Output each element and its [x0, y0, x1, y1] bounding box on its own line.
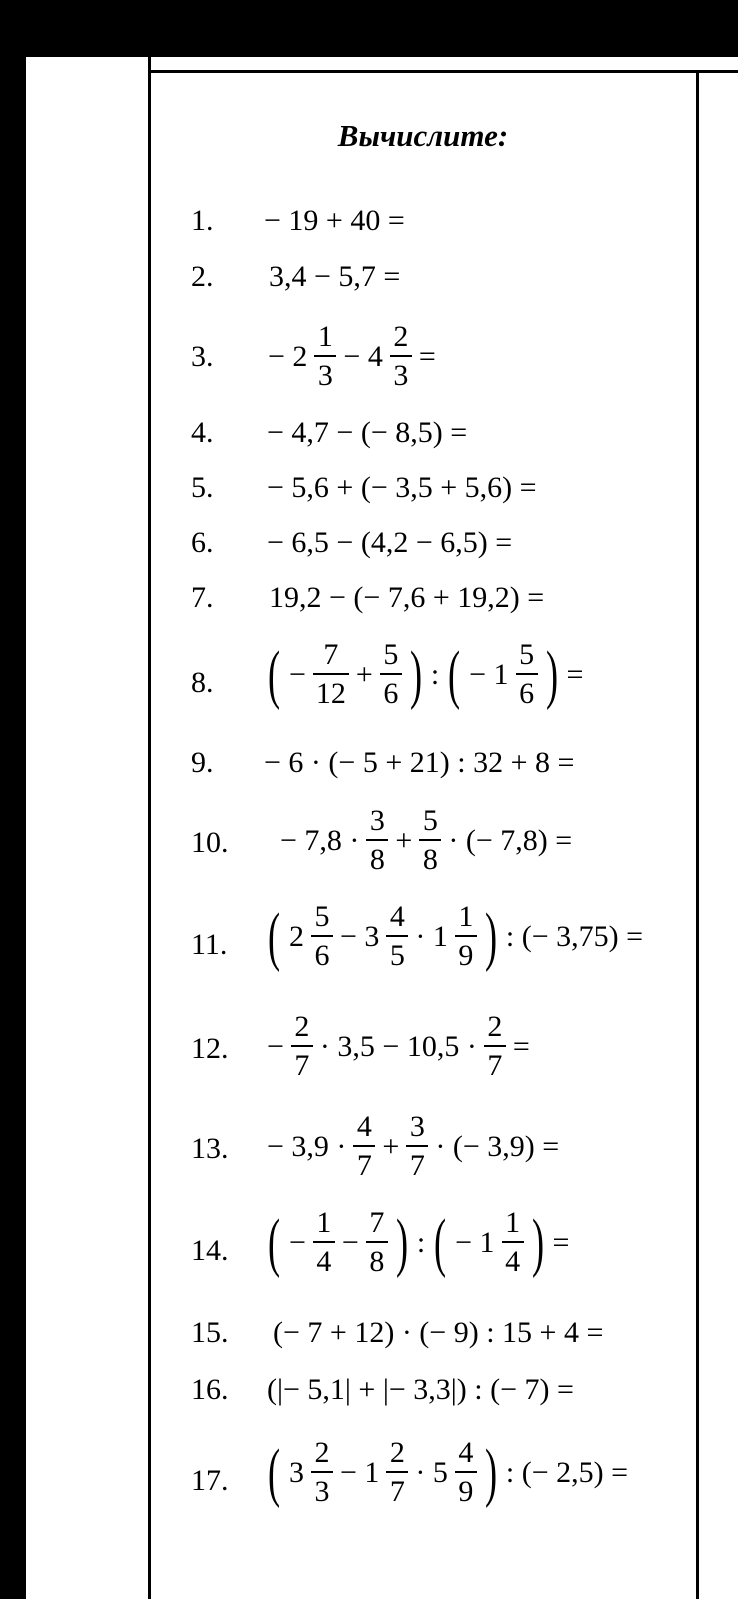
denominator: 7: [356, 1149, 372, 1182]
expr-part: − 1: [339, 1455, 380, 1489]
left-paren: (: [267, 899, 281, 973]
fraction-bar: [419, 839, 441, 841]
fraction: [366, 806, 388, 875]
fraction-bar: [502, 1241, 524, 1243]
problem-number: 15.: [191, 1316, 229, 1349]
fraction-bar: [380, 673, 402, 675]
fraction: [311, 902, 333, 971]
right-paren: ): [545, 637, 558, 711]
problem-number: 9.: [191, 746, 214, 779]
fraction: [406, 1112, 428, 1181]
problem-number: 2.: [191, 260, 214, 293]
expr-part: 2: [288, 919, 304, 953]
expr-part: :: [430, 657, 440, 691]
worksheet-title: Вычислите:: [337, 118, 509, 153]
problem-number: 12.: [191, 1032, 229, 1065]
fraction: [516, 640, 538, 709]
denominator: 6: [314, 939, 330, 972]
top-black-border: [0, 0, 738, 57]
fraction-bar: [353, 1145, 375, 1147]
problem-expression: 19,2 − (− 7,6 + 19,2) =: [269, 581, 545, 614]
left-paren: (: [267, 1435, 281, 1509]
fraction-bar: [516, 673, 538, 675]
fraction-bar: [406, 1145, 428, 1147]
expr-part: − 1: [469, 657, 509, 691]
problem-number: 4.: [191, 416, 214, 449]
fraction-bar: [455, 1471, 477, 1473]
expr-part: − 7,8 ·: [280, 823, 360, 857]
expr-part: =: [512, 1029, 530, 1063]
expr-part: : (− 3,75) =: [505, 919, 644, 953]
numerator: 4: [389, 900, 405, 933]
numerator: 2: [389, 1436, 405, 1469]
problem-number: 11.: [191, 928, 228, 961]
expr-part: +: [395, 823, 413, 857]
denominator: 9: [458, 1475, 474, 1508]
denominator: 9: [458, 939, 474, 972]
expr-part: −: [288, 1225, 306, 1259]
denominator: 8: [369, 843, 385, 876]
fraction: [386, 1438, 408, 1507]
fraction: [353, 1112, 375, 1181]
problem-expression: 3,4 − 5,7 =: [269, 260, 401, 293]
left-paren: (: [267, 1205, 281, 1279]
problem-number: 6.: [191, 526, 214, 559]
expr-part: −: [288, 657, 306, 691]
expr-part: − 3: [339, 919, 380, 953]
problem-expression: − 19 + 40 =: [264, 204, 405, 237]
denominator: 3: [317, 359, 333, 392]
numerator: 5: [422, 804, 438, 837]
expr-part: :: [416, 1225, 426, 1259]
numerator: 2: [294, 1010, 310, 1043]
numerator: 4: [458, 1436, 474, 1469]
expr-part: − 3,9 ·: [267, 1129, 347, 1163]
problem-expression: − 5,6 + (− 3,5 + 5,6) =: [267, 471, 537, 504]
denominator: 4: [316, 1245, 332, 1278]
denominator: 7: [389, 1475, 405, 1508]
numerator: 7: [369, 1206, 385, 1239]
denominator: 8: [422, 843, 438, 876]
fraction: [455, 1438, 477, 1507]
numerator: 1: [317, 320, 333, 353]
left-paren: (: [267, 637, 281, 711]
problem-number: 10.: [191, 826, 229, 859]
denominator: 5: [389, 939, 405, 972]
denominator: 7: [294, 1049, 310, 1082]
right-paren: ): [484, 899, 497, 973]
numerator: 5: [519, 638, 535, 671]
fraction: [484, 1012, 506, 1081]
numerator: 2: [487, 1010, 503, 1043]
left-black-border: [0, 57, 26, 1599]
expr-part: · 5: [415, 1455, 448, 1489]
denominator: 3: [314, 1475, 330, 1508]
fraction-bar: [366, 839, 388, 841]
expr-part: − 2: [268, 339, 308, 373]
expr-part: · 1: [415, 919, 448, 953]
problem-expression: (− 7 + 12) · (− 9) : 15 + 4 =: [273, 1316, 604, 1349]
fraction: [314, 322, 336, 391]
fraction: [419, 806, 441, 875]
fraction-bar: [291, 1045, 313, 1047]
denominator: 3: [393, 359, 409, 392]
fraction-bar: [311, 935, 333, 937]
fraction-bar: [313, 673, 349, 675]
problem-expression: (|− 5,1| + |− 3,3|) : (− 7) =: [267, 1373, 574, 1406]
fraction-bar: [386, 935, 408, 937]
denominator: 7: [487, 1049, 503, 1082]
fraction: [313, 1208, 335, 1277]
expr-part: +: [355, 657, 373, 691]
fraction: [311, 1438, 333, 1507]
right-paren: ): [395, 1205, 408, 1279]
denominator: 8: [369, 1245, 385, 1278]
problem-expression: [263, 899, 647, 973]
problem-expression: [276, 806, 576, 875]
denominator: 6: [383, 677, 399, 710]
numerator: 3: [409, 1110, 425, 1143]
table-top-rule: [150, 70, 738, 73]
numerator: 5: [314, 900, 330, 933]
numerator: 1: [505, 1206, 521, 1239]
expr-part: −: [341, 1225, 359, 1259]
expr-part: : (− 2,5) =: [505, 1455, 629, 1489]
problem-expression: [263, 1205, 573, 1279]
table-left-rule: [148, 57, 151, 1599]
fraction-bar: [366, 1241, 388, 1243]
numerator: 5: [383, 638, 399, 671]
fraction-bar: [455, 935, 477, 937]
problem-expression: − 4,7 − (− 8,5) =: [267, 416, 468, 449]
left-paren: (: [434, 1205, 447, 1279]
numerator: 2: [314, 1436, 330, 1469]
numerator: 3: [369, 804, 385, 837]
problem-number: 13.: [191, 1132, 229, 1165]
expr-part: − 1: [455, 1225, 495, 1259]
problem-expression: [263, 637, 587, 711]
expr-part: =: [418, 339, 436, 373]
problem-expression: − 6,5 − (4,2 − 6,5) =: [267, 526, 513, 559]
problem-number: 1.: [191, 204, 214, 237]
fraction: [502, 1208, 524, 1277]
numerator: 2: [393, 320, 409, 353]
problem-number: 17.: [191, 1464, 229, 1497]
numerator: 1: [316, 1206, 332, 1239]
problem-number: 7.: [191, 581, 214, 614]
expr-part: −: [267, 1029, 284, 1063]
right-paren: ): [484, 1435, 497, 1509]
denominator: 4: [505, 1245, 521, 1278]
fraction: [291, 1012, 313, 1081]
numerator: 4: [356, 1110, 372, 1143]
denominator: 7: [409, 1149, 425, 1182]
fraction-bar: [386, 1471, 408, 1473]
fraction: [386, 902, 408, 971]
denominator: 6: [519, 677, 535, 710]
fraction-bar: [314, 355, 336, 357]
problem-number: 14.: [191, 1234, 229, 1267]
problem-number: 3.: [191, 340, 214, 373]
expr-part: − 4: [343, 339, 383, 373]
problem-expression: [263, 1435, 632, 1509]
denominator: 12: [315, 677, 346, 710]
problem-number: 16.: [191, 1373, 229, 1406]
fraction-bar: [390, 355, 412, 357]
expr-part: · 3,5 − 10,5 ·: [319, 1029, 477, 1063]
problem-number: 5.: [191, 471, 214, 504]
problem-expression: [263, 1012, 534, 1081]
fraction: [380, 640, 402, 709]
right-paren: ): [531, 1205, 544, 1279]
fraction: [390, 322, 412, 391]
right-paren: ): [409, 637, 422, 711]
expr-part: =: [552, 1225, 570, 1259]
fraction-bar: [484, 1045, 506, 1047]
expr-part: · (− 7,8) =: [448, 823, 573, 857]
problem-number: 8.: [191, 666, 214, 699]
expr-part: 3: [288, 1455, 304, 1489]
left-paren: (: [448, 637, 461, 711]
problem-expression: [263, 1112, 563, 1181]
fraction: [313, 640, 349, 709]
table-right-rule: [696, 70, 699, 1599]
fraction-bar: [311, 1471, 333, 1473]
fraction-bar: [313, 1241, 335, 1243]
fraction: [455, 902, 477, 971]
numerator: 1: [458, 900, 474, 933]
expr-part: · (− 3,9) =: [435, 1129, 560, 1163]
problem-expression: − 6 · (− 5 + 21) : 32 + 8 =: [264, 746, 575, 779]
expr-part: +: [382, 1129, 400, 1163]
expr-part: =: [566, 657, 584, 691]
fraction: [366, 1208, 388, 1277]
problem-expression: [264, 322, 440, 391]
numerator: 7: [323, 638, 339, 671]
